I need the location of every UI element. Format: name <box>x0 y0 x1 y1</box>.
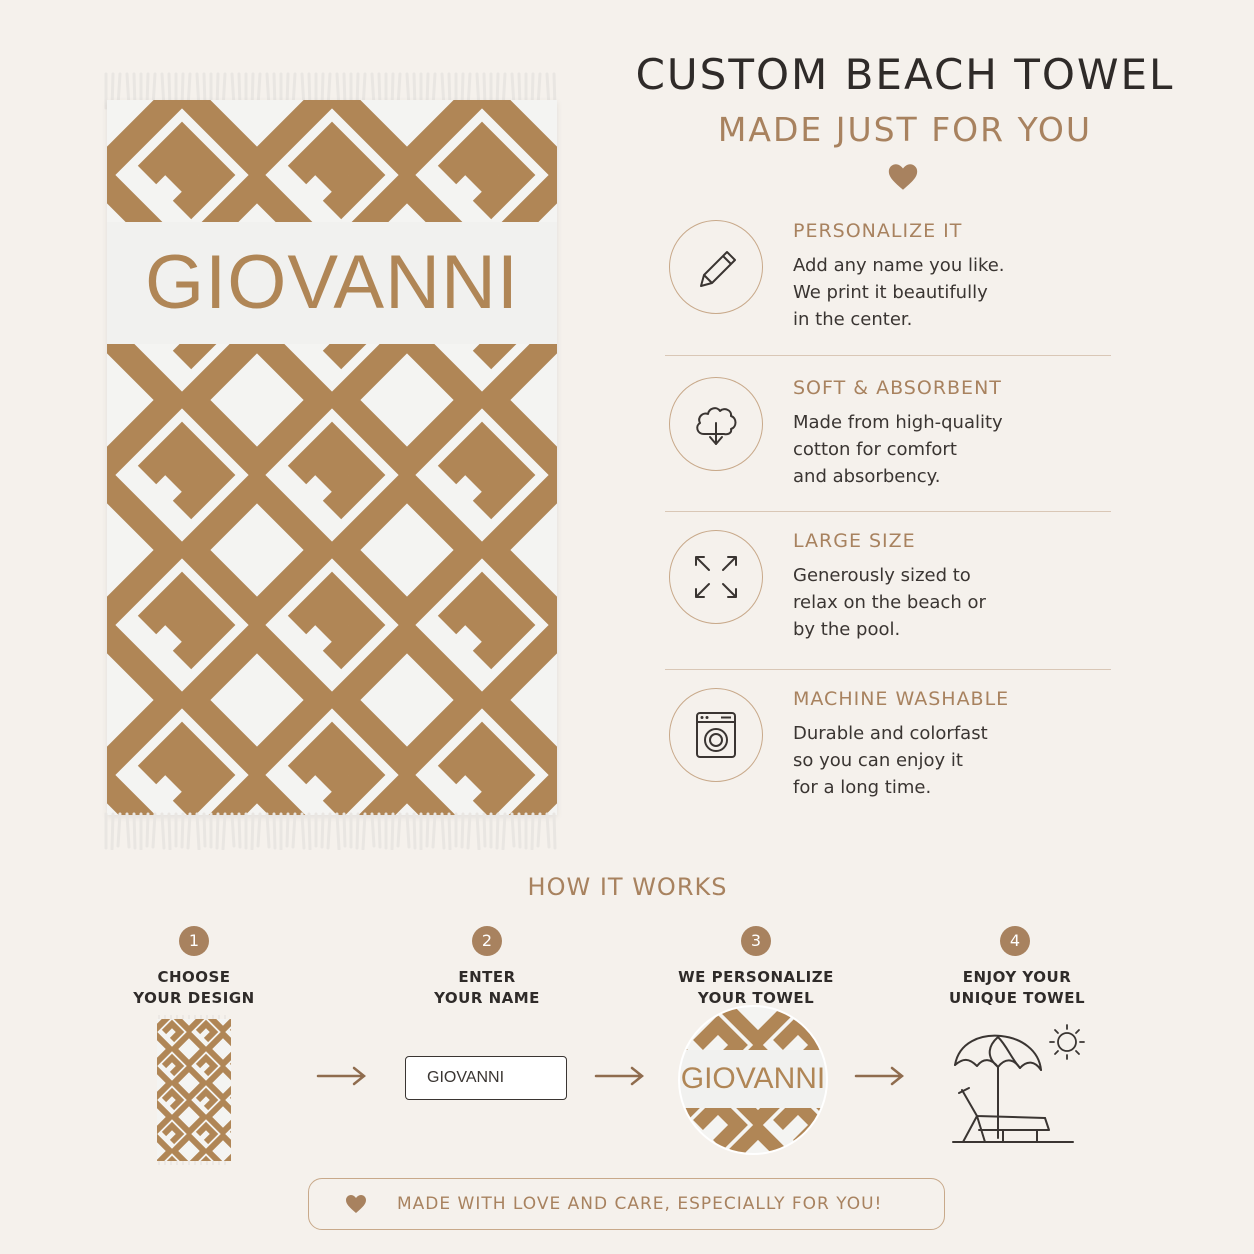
step-label-line: YOUR TOWEL <box>697 989 815 1007</box>
heart-icon <box>343 1192 369 1216</box>
page-subtitle: MADE JUST FOR YOU <box>717 110 1093 149</box>
feature-icon-circle <box>669 377 763 471</box>
feature-description-line: relax on the beach or <box>793 592 986 613</box>
expand-icon <box>691 552 741 602</box>
page-title: CUSTOM BEACH TOWEL <box>635 50 1175 99</box>
arrow-right-icon <box>854 1066 906 1086</box>
divider <box>665 355 1111 356</box>
step-label <box>646 967 866 1009</box>
step-label <box>377 967 597 1009</box>
step-label-line: WE PERSONALIZE <box>678 968 834 986</box>
feature-description <box>793 252 1005 333</box>
feature-description-line: for a long time. <box>793 777 932 798</box>
how-it-works-heading: HOW IT WORKS <box>527 873 728 901</box>
towel-name: GIOVANNI <box>145 240 519 325</box>
arrow-right-icon <box>594 1066 646 1086</box>
feature-description-line: Add any name you like. <box>793 255 1005 276</box>
step-label-line: YOUR DESIGN <box>133 989 255 1007</box>
step-number: 3 <box>741 926 771 956</box>
feature-description-line: Durable and colorfast <box>793 723 988 744</box>
step-label <box>907 967 1127 1009</box>
feature-description <box>793 562 986 643</box>
feature-washable <box>665 688 1115 828</box>
feature-personalize <box>665 220 1115 360</box>
towel-image <box>107 100 557 815</box>
feature-title: SOFT & ABSORBENT <box>793 377 1002 399</box>
step-label-line: ENTER <box>458 968 516 986</box>
feature-description-line: in the center. <box>793 309 913 330</box>
towel-name-banner <box>107 222 557 344</box>
feature-description-line: Made from high-quality <box>793 412 1003 433</box>
heart-icon <box>886 160 920 194</box>
step-label <box>84 967 304 1009</box>
arrow-right-icon <box>316 1066 368 1086</box>
feature-description-line: cotton for comfort <box>793 439 957 460</box>
feature-description-line: Generously sized to <box>793 565 971 586</box>
step-label-line: ENJOY YOUR <box>962 968 1072 986</box>
step-label-line: UNIQUE TOWEL <box>948 989 1086 1007</box>
step-number: 1 <box>179 926 209 956</box>
feature-description-line: so you can enjoy it <box>793 750 963 771</box>
footer-text: MADE WITH LOVE AND CARE, ESPECIALLY FOR YOU! <box>397 1194 883 1214</box>
design-thumbnail <box>155 1015 233 1165</box>
feature-description <box>793 409 1003 490</box>
name-input[interactable]: GIOVANNI <box>405 1056 567 1100</box>
footer-banner <box>308 1178 945 1230</box>
feature-description-line: and absorbency. <box>793 466 941 487</box>
feature-soft <box>665 377 1115 517</box>
feature-description <box>793 720 988 801</box>
washing-machine-icon <box>691 710 741 760</box>
divider <box>665 511 1111 512</box>
step-number: 4 <box>1000 926 1030 956</box>
feature-icon-circle <box>669 688 763 782</box>
feature-icon-circle <box>669 220 763 314</box>
preview-name: GIOVANNI <box>680 1062 826 1095</box>
pencil-icon <box>691 242 741 292</box>
feature-large-size <box>665 530 1115 670</box>
divider <box>665 669 1111 670</box>
feature-title: LARGE SIZE <box>793 530 916 552</box>
step-label-line: YOUR NAME <box>434 989 540 1007</box>
towel-bottom-fringe <box>100 812 562 850</box>
feature-title: PERSONALIZE IT <box>793 220 963 242</box>
feature-description-line: We print it beautifully <box>793 282 988 303</box>
cotton-icon <box>691 399 741 449</box>
feature-description-line: by the pool. <box>793 619 901 640</box>
feature-icon-circle <box>669 530 763 624</box>
towel-pattern <box>107 100 557 815</box>
beach-chair-umbrella-icon <box>945 1020 1090 1150</box>
feature-title: MACHINE WASHABLE <box>793 688 1010 710</box>
step-number: 2 <box>472 926 502 956</box>
step-label-line: CHOOSE <box>157 968 231 986</box>
